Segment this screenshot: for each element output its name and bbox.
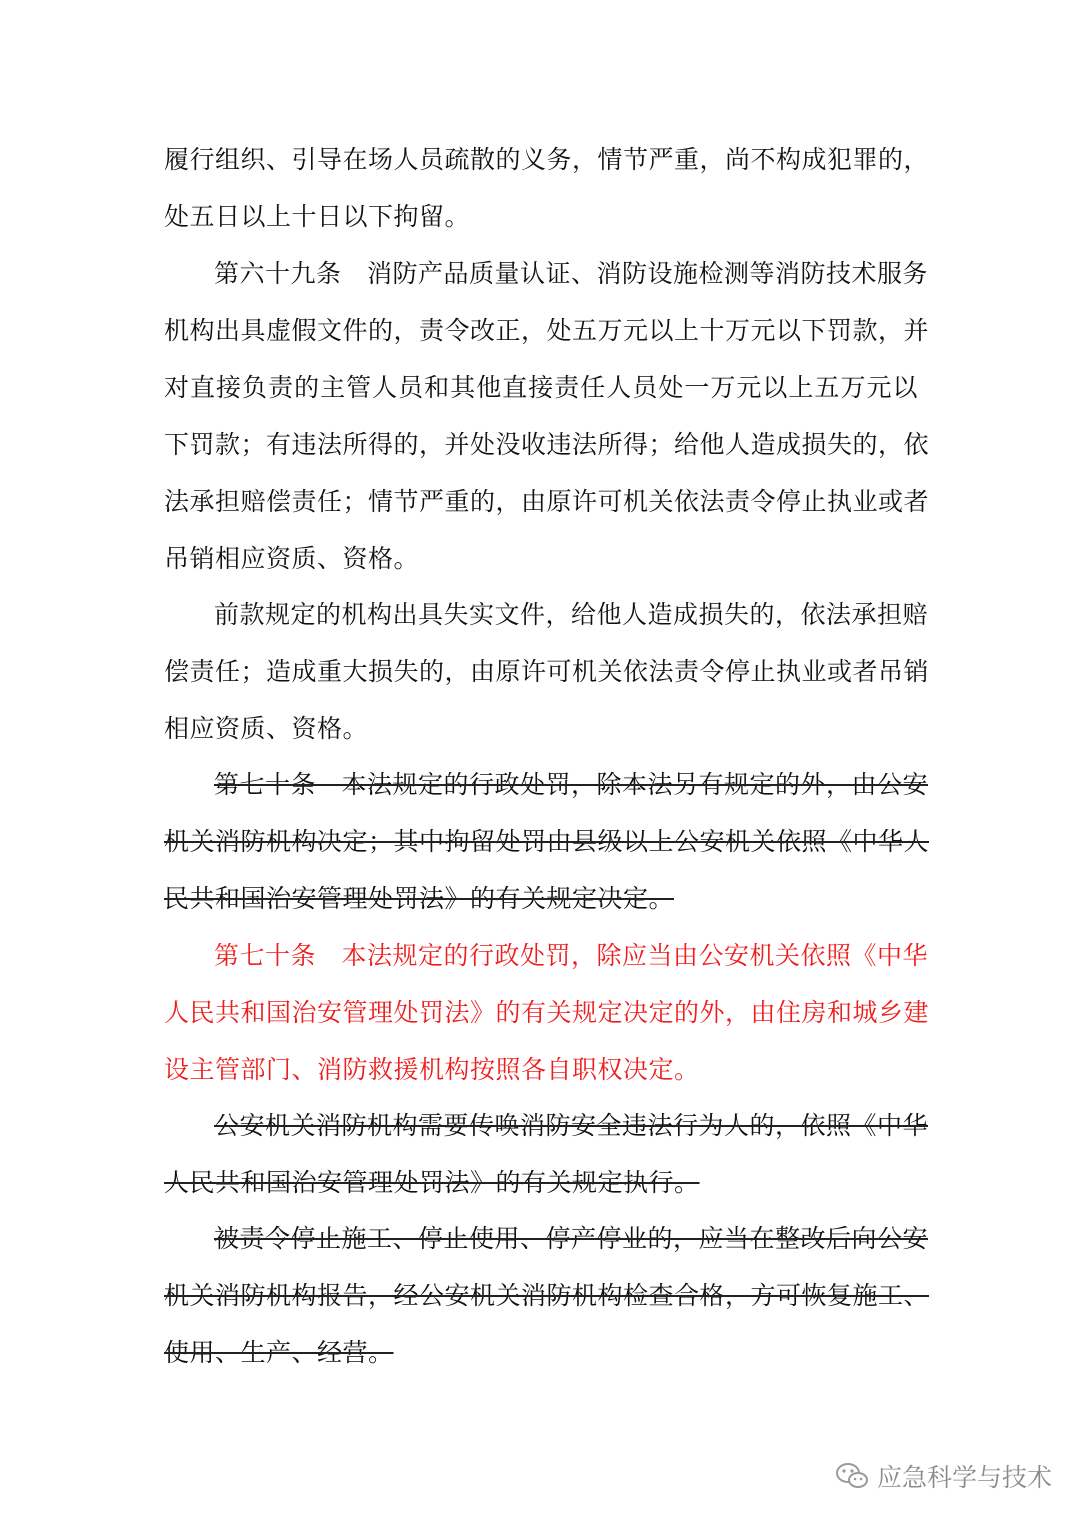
text-line: 对直接负责的主管人员和其他直接责任人员处一万元以上五万元以	[164, 373, 918, 402]
text-line: 被责令停止施工、停止使用、停产停业的，应当在整改后向公安	[214, 1224, 929, 1253]
deleted-rectification-paragraph	[164, 1210, 930, 1381]
text-line: 吊销相应资质、资格。	[164, 544, 420, 573]
text-line: 偿责任；造成重大损失的，由原许可机关依法责令停止执业或者吊销	[164, 657, 930, 686]
text-line: 相应资质、资格。	[164, 714, 369, 743]
paragraph-continuation	[164, 131, 930, 245]
deleted-summons-paragraph	[164, 1097, 929, 1211]
watermark	[835, 1456, 1052, 1496]
text-line: 第七十条 本法规定的行政处罚，除本法另有规定的外，由公安	[214, 770, 929, 799]
text-line: 履行组织、引导在场人员疏散的义务，情节严重，尚不构成犯罪的，	[164, 145, 930, 174]
text-line: 人民共和国治安管理处罚法》的有关规定决定的外，由住房和城乡建	[164, 998, 930, 1027]
text-line: 设主管部门、消防救援机构按照各自职权决定。	[164, 1055, 700, 1084]
text-line: 处五日以上十日以下拘留。	[164, 202, 471, 231]
text-line: 民共和国治安管理处罚法》的有关规定决定。	[164, 884, 675, 913]
text-line: 前款规定的机构出具失实文件，给他人造成损失的，依法承担赔	[214, 600, 929, 629]
text-line: 人民共和国治安管理处罚法》的有关规定执行。	[164, 1168, 700, 1197]
article-69-paragraph	[164, 245, 930, 587]
text-line: 使用、生产、经营。	[164, 1338, 394, 1367]
text-line: 第六十九条 消防产品质量认证、消防设施检测等消防技术服务	[214, 259, 929, 288]
deleted-article-70-paragraph	[164, 756, 930, 927]
article-69-second-paragraph	[164, 586, 930, 757]
amended-article-70-paragraph	[164, 927, 930, 1098]
text-line: 第七十条 本法规定的行政处罚，除应当由公安机关依照《中华	[214, 941, 929, 970]
text-line: 法承担赔偿责任；情节严重的，由原许可机关依法责令停止执业或者	[164, 487, 930, 516]
text-line: 下罚款；有违法所得的，并处没收违法所得；给他人造成损失的，依	[164, 430, 930, 459]
text-line: 机构出具虚假文件的，责令改正，处五万元以上十万元以下罚款，并	[164, 316, 930, 345]
watermark-text: 应急科学与技术	[876, 1463, 1052, 1492]
text-line: 公安机关消防机构需要传唤消防安全违法行为人的，依照《中华	[214, 1111, 929, 1140]
text-line: 机关消防机构报告，经公安机关消防机构检查合格，方可恢复施工、	[164, 1281, 930, 1310]
text-line: 机关消防机构决定；其中拘留处罚由县级以上公安机关依照《中华人	[164, 827, 930, 856]
wechat-icon	[835, 1461, 869, 1491]
